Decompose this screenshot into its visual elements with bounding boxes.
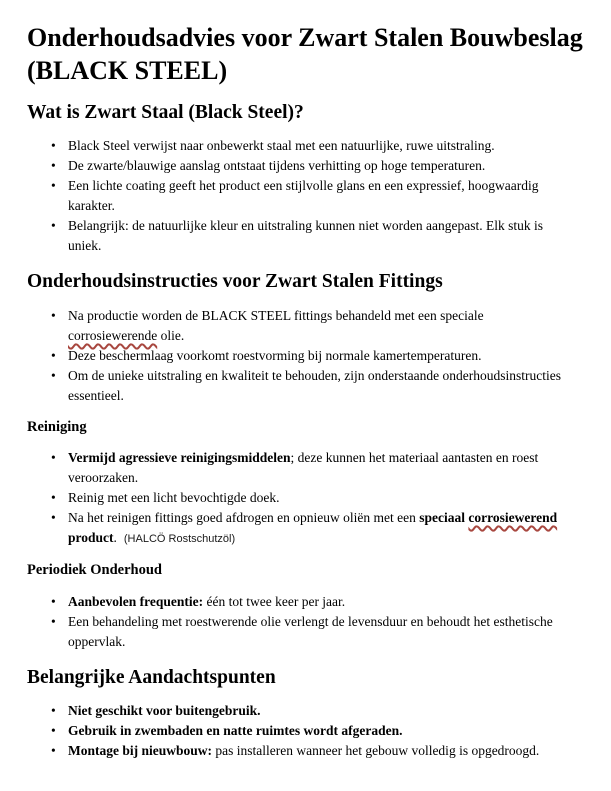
text-run: Montage bij nieuwbouw: (68, 742, 213, 758)
bullet-list-wat-is-zwart-staal (27, 136, 585, 256)
text-run: olie. (157, 327, 185, 343)
text-run: Om de unieke uitstraling en kwaliteit te behouden, zijn onderstaande onderhoudsinstructies essentieel. (68, 367, 561, 403)
text-run: corrosiewerend (468, 510, 558, 526)
list-item (68, 156, 569, 176)
document-page (0, 22, 611, 761)
list-item (68, 216, 569, 256)
section-heading-reiniging: Reiniging (27, 418, 87, 435)
text-run: Aanbevolen frequentie: (68, 593, 204, 609)
text-run: Een lichte coating geeft het product een stijlvolle glans en een expressief, hoogwaardig karakter. (68, 178, 539, 214)
text-run: . (113, 530, 117, 546)
text-run: Reinig met een licht bevochtigde doek. (68, 490, 280, 506)
document-title: Onderhoudsadvies voor Zwart Stalen Bouwbeslag (BLACK STEEL) (27, 23, 583, 85)
text-run: ; deze kunnen het materiaal aantasten en roest veroorzaken. (68, 450, 539, 486)
text-run: Belangrijk: de natuurlijke kleur en uitstraling kunnen niet worden aangepast. Elk stuk is uniek. (68, 218, 544, 254)
list-item (68, 701, 569, 721)
text-run: speciaal (419, 510, 469, 526)
text-run: Niet geschikt voor buitengebruik. (68, 702, 261, 718)
list-item (68, 741, 569, 761)
text-run: Black Steel verwijst naar onbewerkt staal met een natuurlijke, ruwe uitstraling. (68, 138, 495, 154)
section-heading-periodiek-onderhoud: Periodiek Onderhoud (27, 562, 162, 579)
bullet-list-reiniging (27, 448, 585, 549)
list-item (68, 508, 569, 549)
text-run: Deze beschermlaag voorkomt roestvorming bij normale kamertemperaturen. (68, 347, 482, 363)
list-item (68, 366, 569, 406)
text-run: Vermijd agressieve reinigingsmiddelen (68, 450, 291, 466)
list-item (68, 612, 569, 652)
list-item (68, 448, 569, 488)
list-item (68, 176, 569, 216)
text-run: Na productie worden de BLACK STEEL fittings behandeld met een speciale (68, 307, 484, 323)
list-item (68, 136, 569, 156)
section-heading-onderhoudsinstructies: Onderhoudsinstructies voor Zwart Stalen Fittings (27, 271, 443, 293)
list-item (68, 346, 569, 366)
text-run: corrosiewerende (68, 327, 158, 343)
section-heading-wat-is-zwart-staal: Wat is Zwart Staal (Black Steel)? (27, 102, 304, 123)
text-run: product (68, 530, 114, 546)
list-item (68, 488, 569, 508)
text-run: pas installeren wanneer het gebouw volledig is opgedroogd. (212, 742, 540, 758)
list-item (68, 592, 569, 612)
list-item (68, 721, 569, 741)
bullet-list-belangrijke-aandachtspunten (27, 701, 585, 761)
text-run: Gebruik in zwembaden en natte ruimtes wordt afgeraden. (68, 722, 403, 738)
text-run: De zwarte/blauwige aanslag ontstaat tijdens verhitting op hoge temperaturen. (68, 158, 486, 174)
text-run: Na het reinigen fittings goed afdrogen en opnieuw oliën met een (68, 510, 420, 526)
section-heading-belangrijke-aandachtspunten: Belangrijke Aandachtspunten (27, 666, 276, 688)
text-run: één tot twee keer per jaar. (203, 593, 346, 609)
bullet-list-onderhoudsinstructies (27, 306, 585, 406)
inline-note: (HALCÖ Rostschutzöl) (123, 533, 236, 546)
list-item (68, 306, 569, 346)
bullet-list-periodiek-onderhoud (27, 592, 585, 652)
text-run: Een behandeling met roestwerende olie verlengt de levensduur en behoudt het esthetische oppervlak. (68, 613, 553, 649)
